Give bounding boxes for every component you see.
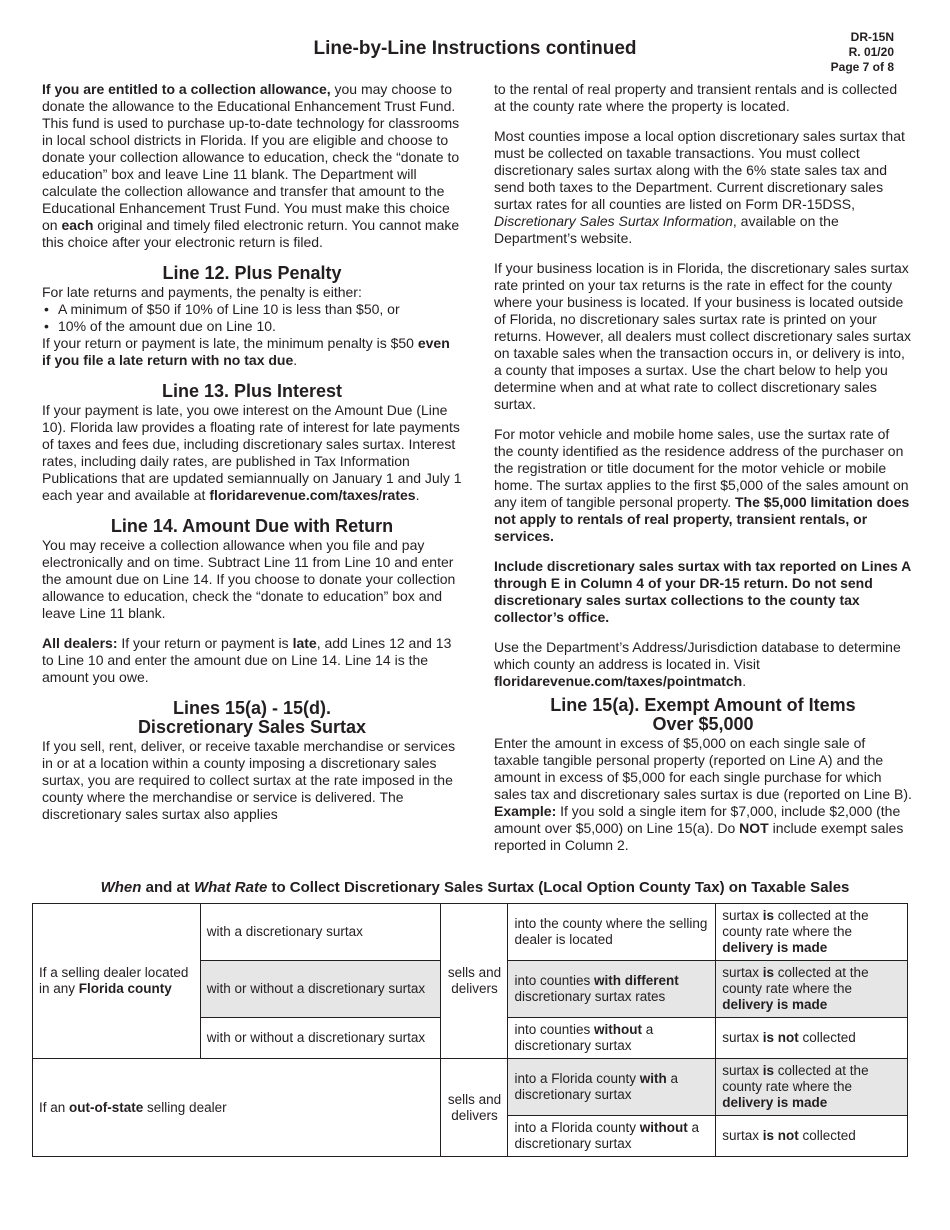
table-cell: with a discretionary surtax	[200, 904, 441, 961]
table-cell: into the county where the selling dealer is located	[508, 904, 716, 961]
line12-bullet: • A minimum of $50 if 10% of Line 10 is less than $50, or	[42, 301, 462, 318]
line15-text: If you sell, rent, deliver, or receive taxable merchandise or services in or at a location within a county imposing a discretionary sales surtax, you are required to collect surtax at the rate imposed in the county where the merchandise or service is delivered. The discretionary sales surtax also applies	[42, 738, 456, 822]
out-of-state-dealer-cell: If an out-of-state selling dealer	[33, 1059, 441, 1157]
table-cell: into a Florida county without a discretionary surtax	[508, 1116, 716, 1157]
pointmatch-url: floridarevenue.com/taxes/pointmatch	[494, 673, 743, 689]
line14-text: You may receive a collection allowance when you file and pay electronically and on time. Subtract Line 11 from Line 10 and enter the amount due on Line 14. If you choose to donate your collection allowance to education, check the “donate to education” box and leave Line 11 blank.	[42, 537, 456, 621]
table-cell: surtax is not collected	[716, 1116, 908, 1157]
line12-intro: For late returns and payments, the penalty is either:	[42, 284, 362, 300]
table-cell: with or without a discretionary surtax	[200, 961, 441, 1018]
line13-text: If your payment is late, you owe interest on the Amount Due (Line 10). Florida law provides a floating rate of interest for late payments of taxes and fees due, including discretionary sales surtax. Interest rates, including daily rates, are published in Tax Information Publications that are updated semiannually on January 1 and July 1 each year and available at floridarevenue.com/taxes/rates.	[42, 402, 462, 503]
sells-delivers-cell: sells and delivers	[441, 1059, 508, 1157]
page-number: Page 7 of 8	[830, 60, 894, 74]
table-cell: into a Florida county with a discretionary surtax	[508, 1059, 716, 1116]
line14-all-dealers: All dealers: If your return or payment is late, add Lines 12 and 13 to Line 10 and enter the amount due on Line 14. Line 14 is the amount you owe.	[42, 635, 452, 685]
line15a-heading: Line 15(a). Exempt Amount of Items Over $5,000	[550, 695, 856, 734]
local-option-paragraph: Most counties impose a local option discretionary sales surtax that must be collected on taxable transactions. You must collect discretionary sales surtax along with the 6% state sales tax and send both taxes to the Department. Current discretionary sales surtax rates for all counties are listed on Form DR-15DSS, Discretionary Sales Surtax Information, available on the Department’s website.	[494, 128, 905, 246]
table-cell: surtax is collected at the county rate where the delivery is made	[716, 1059, 908, 1116]
rental-paragraph: to the rental of real property and transient rentals and is collected at the county rate where the property is located.	[494, 81, 898, 114]
table-cell: into counties without a discretionary surtax	[508, 1018, 716, 1059]
motor-vehicle-paragraph: For motor vehicle and mobile home sales, use the surtax rate of the county identified as the residence address of the purchaser on the registration or title document for the motor vehicle or mobile home. The surtax applies to the first $5,000 of the sales amount on any item of tangible personal property. The $5,000 limitation does not apply to rentals of real property, transient rentals, or services.	[494, 426, 910, 544]
table-title: When and at What Rate to Collect Discretionary Sales Surtax (Local Option County Tax) on Taxable Sales	[100, 879, 850, 896]
form-id-block	[831, 30, 894, 75]
table-cell: with or without a discretionary surtax	[200, 1018, 441, 1059]
form-revision: R. 01/20	[848, 45, 894, 59]
page-title: Line-by-Line Instructions continued	[313, 38, 637, 59]
pointmatch-paragraph: Use the Department’s Address/Jurisdiction database to determine which county an address is located in. Visit floridarevenue.com/taxes/pointmatch.	[494, 639, 901, 689]
right-column	[494, 81, 912, 867]
line12-heading: Line 12. Plus Penalty	[162, 263, 342, 283]
table-row	[33, 1059, 908, 1116]
line14-heading: Line 14. Amount Due with Return	[110, 516, 394, 536]
line15a-text: Enter the amount in excess of $5,000 on each single sale of taxable tangible personal property (reported on Line A) and the amount in excess of $5,000 for each single purchase for which sales tax and discretionary sales surtax is due (reported on Line B). Example: If you sold a single item for $7,000, include $2,000 (the amount over $5,000) on Line 15(a). Do NOT include exempt sales reported in Column 2.	[494, 735, 912, 853]
surtax-table	[32, 903, 908, 1157]
line12-bullet: • 10% of the amount due on Line 10.	[42, 318, 462, 335]
florida-dealer-cell: If a selling dealer located in any Florida county	[33, 904, 201, 1059]
line15-heading: Lines 15(a) - 15(d). Discretionary Sales Surtax	[137, 698, 367, 737]
table-cell: into counties with different discretionary surtax rates	[508, 961, 716, 1018]
business-location-paragraph: If your business location is in Florida, the discretionary sales surtax rate printed on your tax returns is the rate in effect for the county where your business is located. If your business is located outside of Florida, no discretionary sales surtax rate is printed on your returns. However, all dealers must collect discretionary sales surtax on taxable sales when the transaction occurs in, or delivery is into, a county that imposes a surtax. Use the chart below to help you determine when and at what rate to collect discretionary sales surtax.	[494, 260, 912, 412]
sells-delivers-cell: sells and delivers	[441, 904, 508, 1059]
line12-note: If your return or payment is late, the minimum penalty is $50 even if you file a late return with no tax due.	[42, 335, 450, 368]
line13-heading: Line 13. Plus Interest	[161, 381, 343, 401]
table-cell: surtax is not collected	[716, 1018, 908, 1059]
rates-url: floridarevenue.com/taxes/rates	[209, 487, 416, 503]
form-number: DR-15N	[850, 30, 894, 44]
table-row	[33, 904, 908, 961]
left-column	[42, 81, 462, 836]
table-cell: surtax is collected at the county rate where the delivery is made	[716, 961, 908, 1018]
table-cell: surtax is collected at the county rate where the delivery is made	[716, 904, 908, 961]
collection-allowance-paragraph: If you are entitled to a collection allowance, you may choose to donate the allowance to the Educational Enhancement Trust Fund. This fund is used to purchase up-to-date technology for classrooms in local school districts in Florida. If you are eligible and choose to donate your collection allowance to education, check the “donate to education” box and leave Line 11 blank. The Department will calculate the collection allowance and transfer that amount to the Educational Enhancement Trust Fund. You must make this choice on each original and timely filed electronic return. You cannot make this choice after your electronic return is filed.	[42, 81, 460, 250]
include-surtax-paragraph: Include discretionary sales surtax with tax reported on Lines A through E in Column 4 of your DR-15 return. Do not send discretionary sales surtax collections to the county tax collector’s office.	[494, 558, 911, 625]
